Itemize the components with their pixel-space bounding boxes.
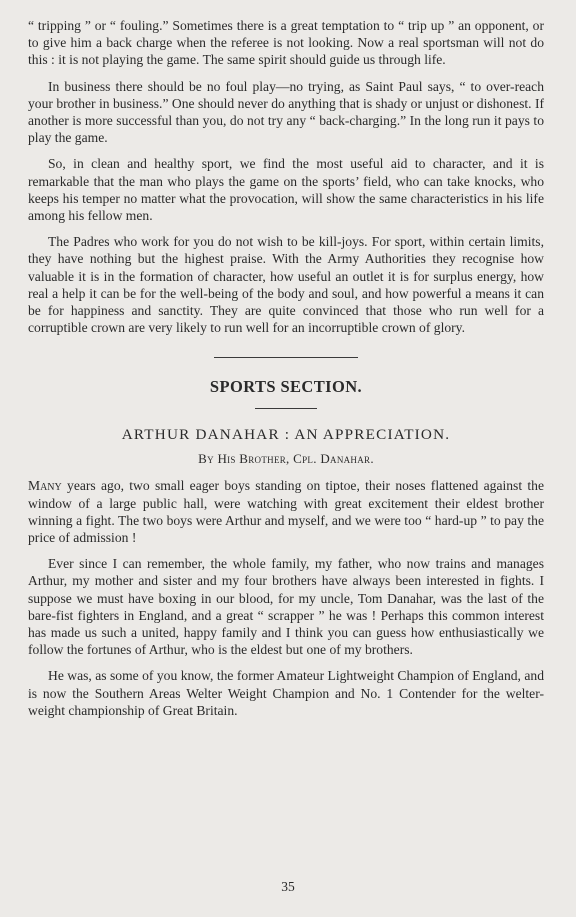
paragraph-business: In business there should be no foul play—no trying, as Saint Paul says, “ to over-reach your brother in business.” One should never do anything that is shady or unjust or dishonest. If another is more successful than you, do not try any “ back-charging.” In the long run it pays to play the game. xyxy=(28,78,544,146)
paragraph-many-years-ago xyxy=(28,477,544,546)
paragraph-fouling: “ tripping ” or “ fouling.” Sometimes there is a great temptation to “ trip up ” an opponent, or to give him a back charge when the referee is not looking. Now a real sportsman will not do this : it is not playing the game. The same spirit should guide us through life. xyxy=(28,18,544,68)
paragraph-family-fights: Ever since I can remember, the whole family, my father, who now trains and manages Arthur, my mother and sister and my four brothers have always been interested in fights. I suppose we must have boxing in our blood, for my uncle, Tom Danahar, was the last of the bare-fist fighters in England, and a great “ scrapper ” he was ! Perhaps this common interest has made us such a united, happy family and I think you can guess how enthusiastically we follow the fortunes of Arthur, who is the eldest but one of my brothers. xyxy=(28,556,544,658)
section-divider xyxy=(214,357,358,358)
paragraph-padres: The Padres who work for you do not wish to be kill-joys. For sport, within certain limits, they have nothing but the highest praise. With the Army Authorities they recognise how valuable it is in the formation of character, how useful an outlet it is for surplus energy, how real a help it can be for the well-being of the body and soul, and how powerful a means it can be for happiness and sanctity. They are quite convinced that those who run well for a corruptible crown are very likely to run well for an incorruptible crown of glory. xyxy=(28,234,544,336)
paragraph-champion: He was, as some of you know, the former Amateur Lightweight Champion of England, and is now the Southern Areas Welter Weight Champion and No. 1 Contender for the welter-weight championship of Great Britain. xyxy=(28,668,544,718)
section-title: SPORTS SECTION. xyxy=(209,377,363,397)
article-title: ARTHUR DANAHAR : AN APPRECIATION. xyxy=(121,426,451,444)
lead-in-small-caps: Many xyxy=(28,478,62,494)
paragraph-clean-sport: So, in clean and healthy sport, we find the most useful aid to character, and it is remarkable that the man who plays the game on the sports’ field, who can take knocks, who keeps his temper no matter what the provocation, will show the same characteristics in his life among his fellow men. xyxy=(28,156,544,224)
paragraph-many-years-ago-text: years ago, two small eager boys standing on tiptoe, their noses flattened against the window of a large public hall, were watching with great excitement their eldest brother winning a fight. The two boys were Arthur and myself, and we were too “ hard-up ” to pay the price of admission ! xyxy=(28,478,544,546)
article-byline: By His Brother, Cpl. Danahar. xyxy=(198,451,374,467)
page-number: 35 xyxy=(281,879,295,894)
title-divider xyxy=(255,408,317,409)
